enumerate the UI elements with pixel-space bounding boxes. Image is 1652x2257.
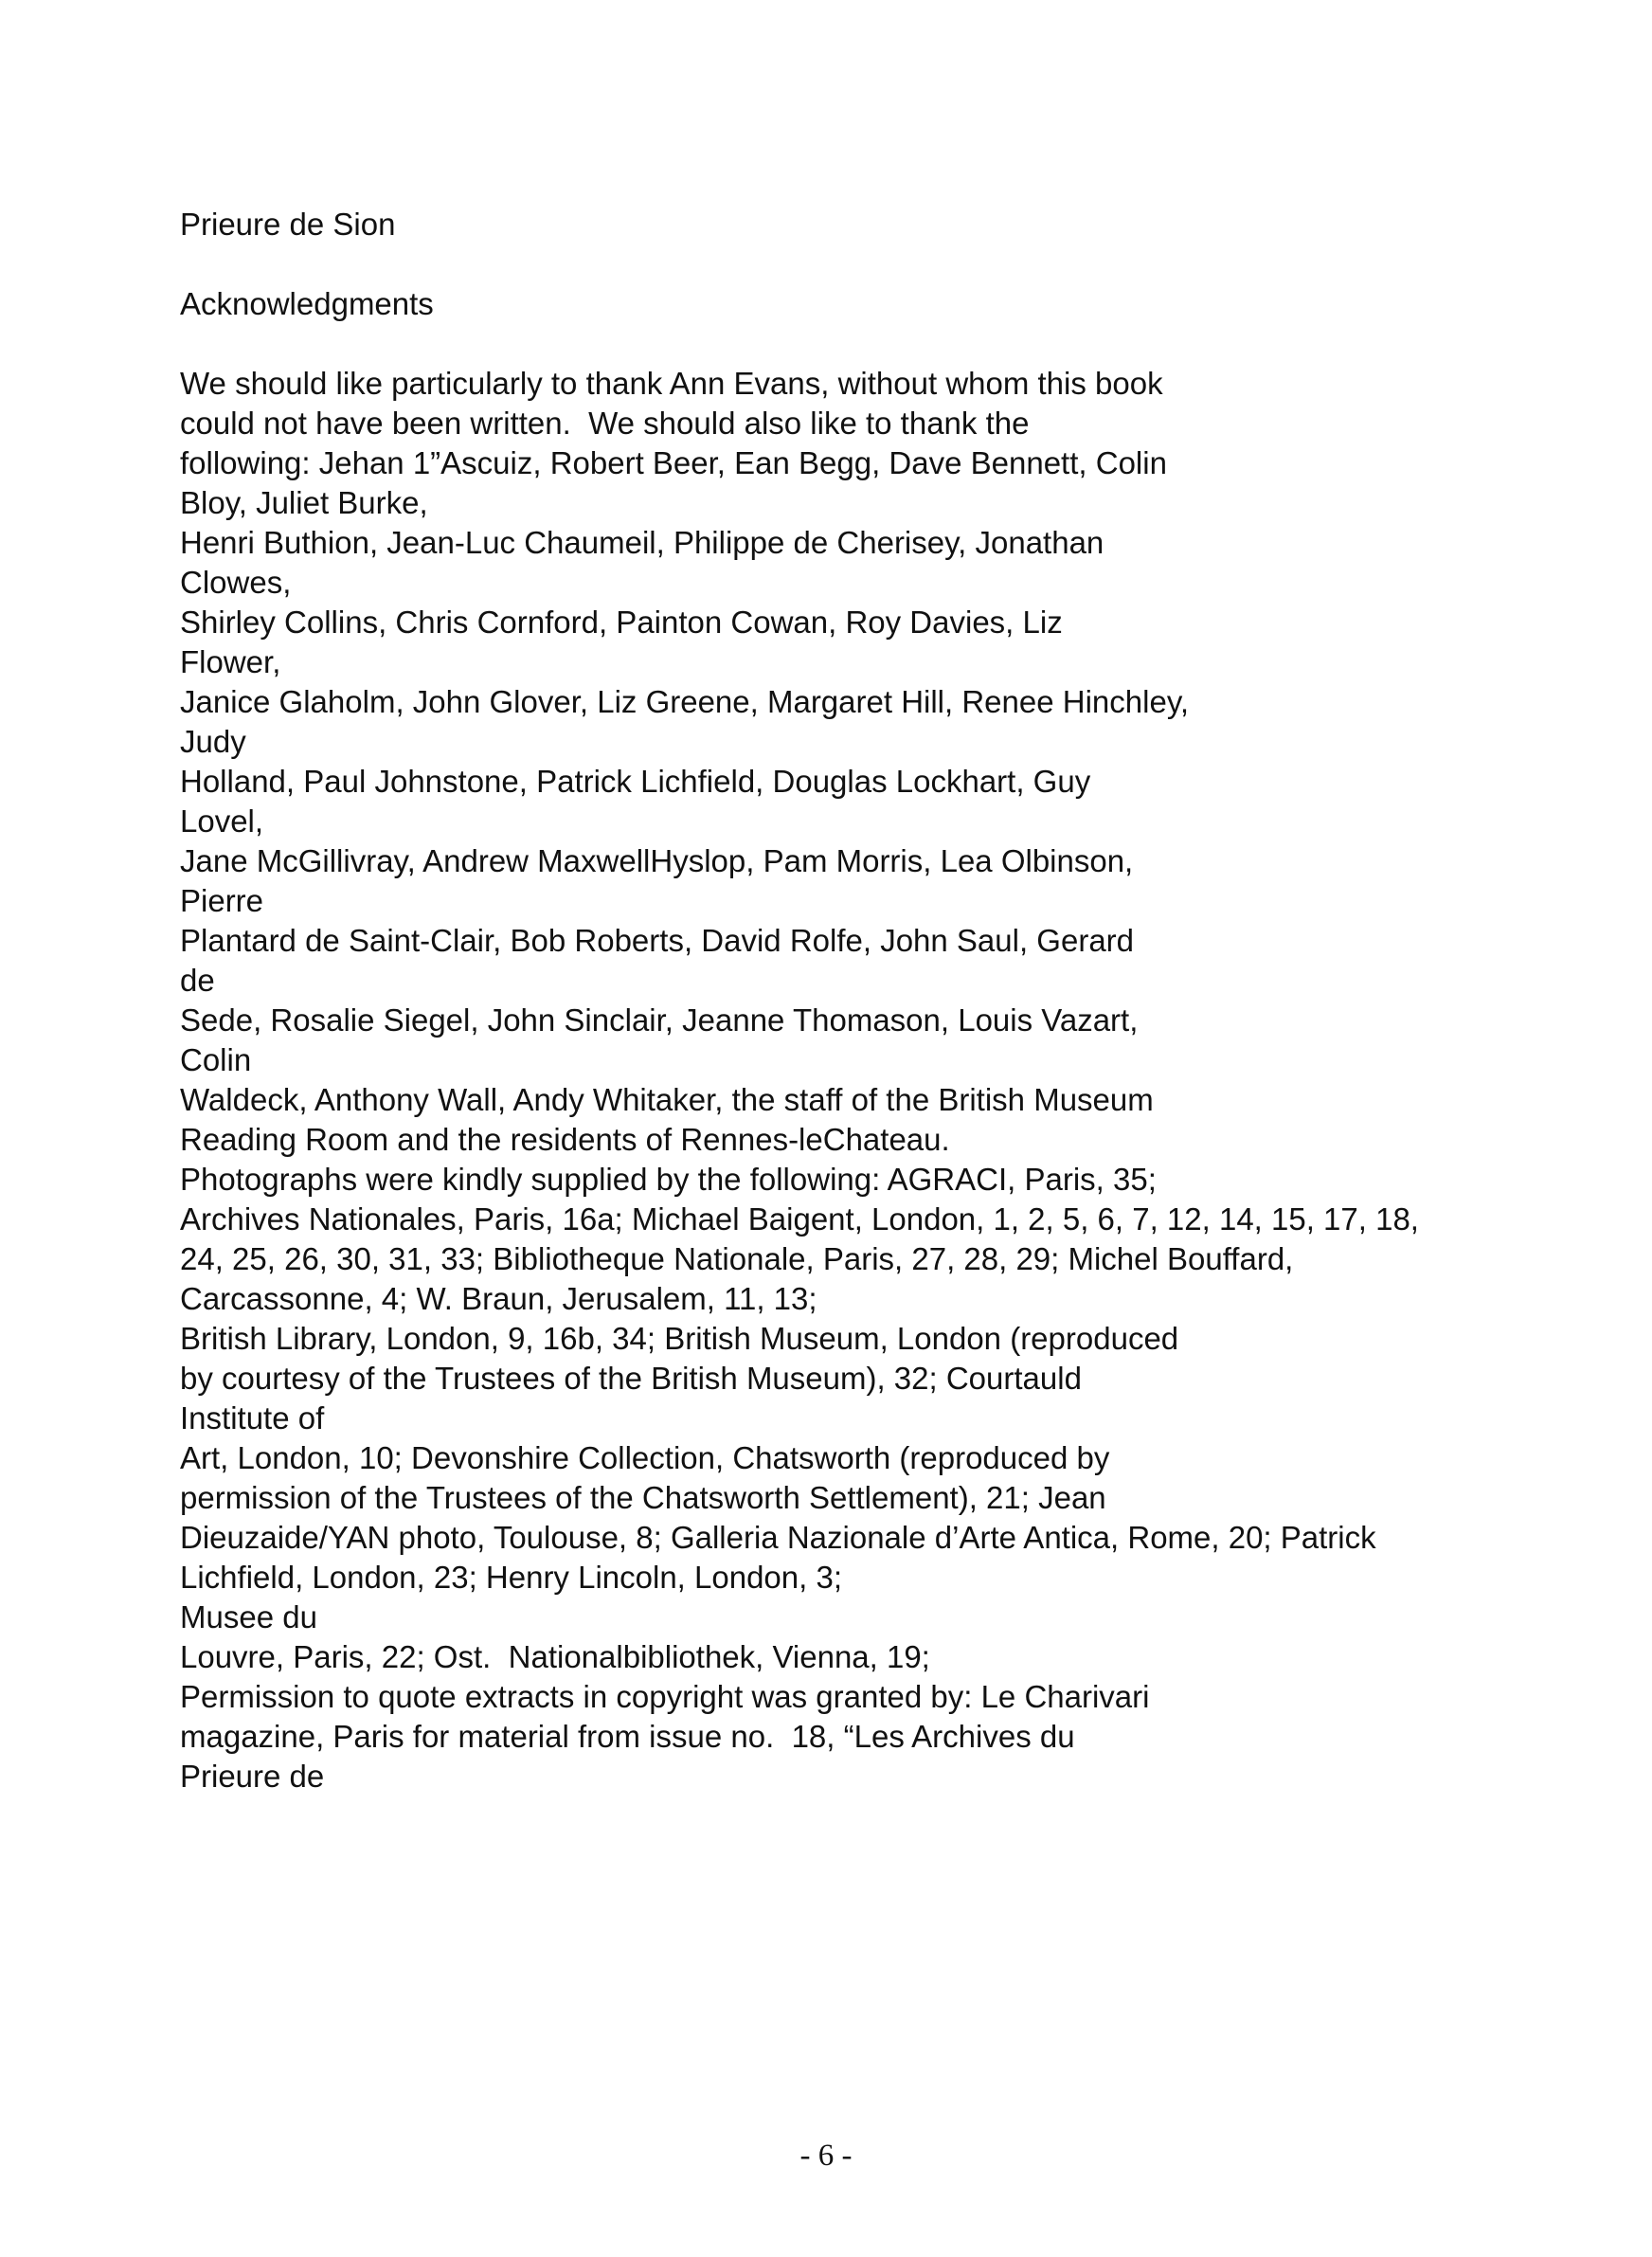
- text-line: Prieure de: [180, 1759, 325, 1794]
- text-line: Sede, Rosalie Siegel, John Sinclair, Jeanne Thomason, Louis Vazart,: [180, 1002, 1139, 1038]
- text-line: Bloy, Juliet Burke,: [180, 485, 428, 520]
- text-line: Plantard de Saint-Clair, Bob Roberts, David Rolfe, John Saul, Gerard: [180, 923, 1135, 958]
- page-text: [180, 205, 1544, 1797]
- text-line: Flower,: [180, 644, 281, 679]
- section-heading: Acknowledgments: [180, 286, 434, 321]
- text-line: Jane McGillivray, Andrew MaxwellHyslop, Pam Morris, Lea Olbinson,: [180, 843, 1134, 878]
- spacer: [180, 324, 1544, 364]
- text-line: Permission to quote extracts in copyright was granted by: Le Charivari: [180, 1679, 1150, 1714]
- spacer: [180, 244, 1544, 284]
- text-line: magazine, Paris for material from issue no. 18, “Les Archives du: [180, 1719, 1075, 1754]
- text-line: following: Jehan 1”Ascuiz, Robert Beer, Ean Begg, Dave Bennett, Colin: [180, 445, 1167, 480]
- text-line: Dieuzaide/YAN photo, Toulouse, 8; Galleria Nazionale d’Arte Antica, Rome, 20; Patrick: [180, 1520, 1376, 1555]
- text-line: Judy: [180, 724, 246, 759]
- text-line: Henri Buthion, Jean-Luc Chaumeil, Philippe de Cherisey, Jonathan: [180, 525, 1104, 560]
- text-line: Archives Nationales, Paris, 16a; Michael Baigent, London, 1, 2, 5, 6, 7, 12, 14, 15, 17, 18,: [180, 1201, 1419, 1237]
- text-line: We should like particularly to thank Ann Evans, without whom this book: [180, 366, 1163, 401]
- text-line: permission of the Trustees of the Chatsworth Settlement), 21; Jean: [180, 1480, 1106, 1515]
- text-line: Art, London, 10; Devonshire Collection, Chatsworth (reproduced by: [180, 1440, 1110, 1475]
- text-line: Clowes,: [180, 565, 292, 600]
- text-line: Institute of: [180, 1400, 325, 1435]
- text-line: Pierre: [180, 883, 264, 918]
- text-line: by courtesy of the Trustees of the British Museum), 32; Courtauld: [180, 1361, 1082, 1396]
- text-line: Musee du: [180, 1599, 317, 1634]
- text-line: Shirley Collins, Chris Cornford, Painton Cowan, Roy Davies, Liz: [180, 605, 1063, 640]
- text-line: de: [180, 963, 215, 998]
- text-line: British Library, London, 9, 16b, 34; British Museum, London (reproduced: [180, 1321, 1179, 1356]
- page-number: - 6 -: [799, 2139, 853, 2173]
- text-line: Colin: [180, 1042, 252, 1077]
- text-line: 24, 25, 26, 30, 31, 33; Bibliotheque Nationale, Paris, 27, 28, 29; Michel Bouffard,: [180, 1241, 1294, 1276]
- text-line: Reading Room and the residents of Rennes-leChateau.: [180, 1122, 950, 1157]
- text-line: Holland, Paul Johnstone, Patrick Lichfield, Douglas Lockhart, Guy: [180, 764, 1091, 799]
- text-line: Lovel,: [180, 803, 264, 839]
- text-line: Louvre, Paris, 22; Ost. Nationalbibliothek, Vienna, 19;: [180, 1639, 930, 1674]
- text-line: Photographs were kindly supplied by the following: AGRACI, Paris, 35;: [180, 1162, 1157, 1197]
- document-title: Prieure de Sion: [180, 207, 396, 242]
- text-line: could not have been written. We should also like to thank the: [180, 406, 1030, 441]
- text-line: Carcassonne, 4; W. Braun, Jerusalem, 11, 13;: [180, 1281, 817, 1316]
- text-line: Waldeck, Anthony Wall, Andy Whitaker, the staff of the British Museum: [180, 1082, 1154, 1117]
- text-line: Janice Glaholm, John Glover, Liz Greene, Margaret Hill, Renee Hinchley,: [180, 684, 1190, 719]
- text-line: Lichfield, London, 23; Henry Lincoln, London, 3;: [180, 1560, 842, 1595]
